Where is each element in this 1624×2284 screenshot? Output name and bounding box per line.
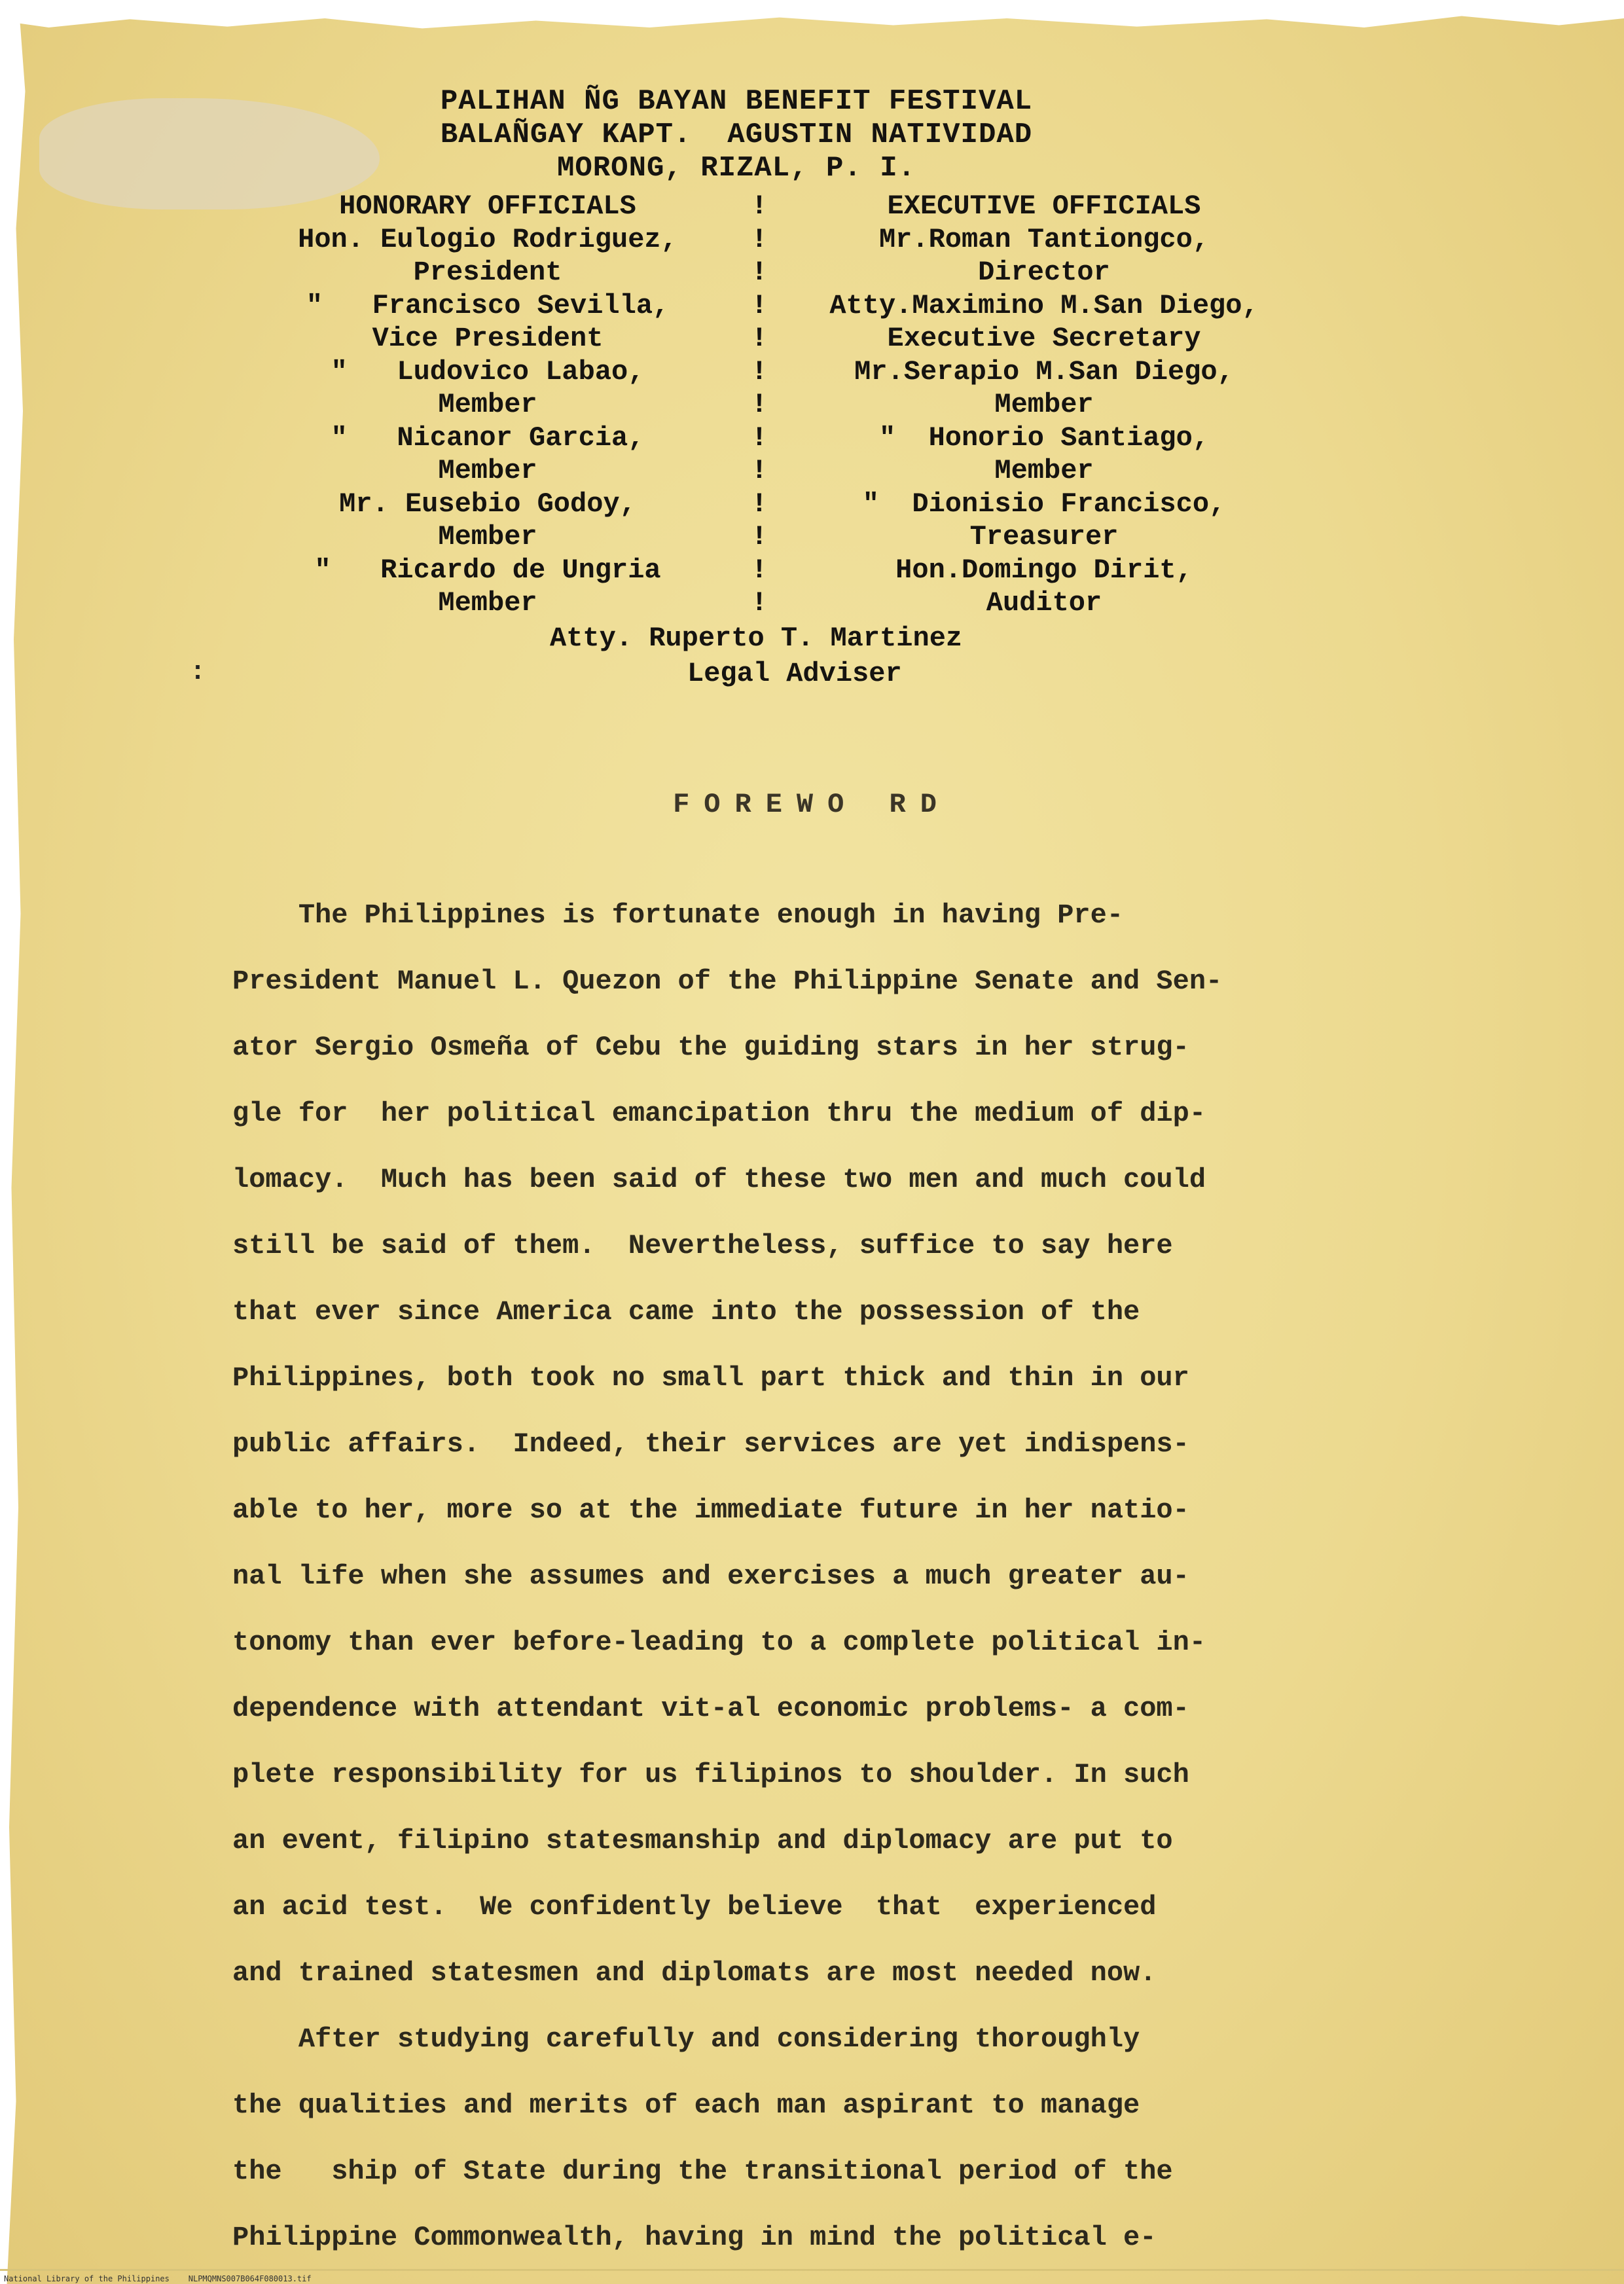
official-name: Mr.Roman Tantiongco, (878, 223, 1210, 255)
official-title: Member (438, 587, 537, 619)
foreword-line: an event, filipino statesmanship and diplomacy are put to (232, 1825, 1173, 1857)
foreword-line: gle for her political emancipation thru the medium of dip- (232, 1098, 1206, 1129)
official-name: Mr. Eusebio Godoy, (339, 488, 636, 520)
official-title: Member (994, 389, 1094, 420)
official-title: Member (438, 455, 537, 486)
official-title: Director (978, 257, 1110, 288)
separator-mark: ! (751, 223, 768, 255)
foreword-line: plete responsibility for us filipinos to shoulder. In such (232, 1759, 1189, 1790)
foreword-line: still be said of them. Nevertheless, suffice to say here (232, 1230, 1173, 1261)
official-title: Treasurer (969, 521, 1119, 553)
official-name: " Ludovico Labao, (331, 355, 645, 388)
officials-roster (216, 190, 1329, 687)
foreword-line: the qualities and merits of each man aspirant to manage (232, 2090, 1140, 2121)
official-name: " Honorio Santiago, (878, 422, 1210, 454)
official-name: Hon.Domingo Dirit, (895, 554, 1193, 586)
separator-mark: ! (751, 554, 768, 586)
foreword-line: lomacy. Much has been said of these two men and much could (232, 1164, 1206, 1195)
foreword-line: President Manuel L. Quezon of the Philippine Senate and Sen- (232, 966, 1223, 997)
foreword-line: ator Sergio Osmeña of Cebu the guiding stars in her strug- (232, 1032, 1189, 1063)
executive-officials-column (759, 190, 1329, 620)
official-title: Vice President (372, 323, 604, 354)
foreword-line: tonomy than ever before-leading to a complete political in- (232, 1627, 1206, 1658)
official-name: " Dionisio Francisco, (862, 488, 1226, 520)
foreword-body (232, 882, 1417, 2271)
separator-mark: ! (751, 289, 768, 321)
separator-mark: ! (751, 488, 768, 520)
foreword-line: public affairs. Indeed, their services are yet indispens- (232, 1428, 1189, 1460)
legal-adviser-title: Legal Adviser (687, 658, 902, 689)
official-title: Member (994, 455, 1094, 486)
executive-officials-heading: EXECUTIVE OFFICIALS (887, 190, 1201, 222)
legal-adviser-name: Atty. Ruperto T. Martinez (550, 623, 963, 654)
foreword-line: Philippine Commonwealth, having in mind the political e- (232, 2222, 1157, 2253)
foreword-line: able to her, more so at the immediate future in her natio- (232, 1495, 1189, 1526)
official-name: " Francisco Sevilla, (306, 289, 670, 321)
separator-mark: ! (751, 587, 768, 619)
official-title: Auditor (986, 587, 1102, 619)
separator-mark: ! (751, 455, 768, 486)
official-name: Hon. Eulogio Rodriguez, (298, 223, 677, 255)
official-title: Member (438, 521, 537, 553)
separator-mark: ! (751, 422, 768, 454)
official-title: President (413, 257, 562, 288)
separator-mark: ! (751, 521, 768, 553)
foreword-title: FOREWO RD (673, 789, 951, 820)
separator-mark: ! (751, 323, 768, 354)
foreword-line: The Philippines is fortunate enough in having Pre- (232, 899, 1124, 931)
foreword-line: nal life when she assumes and exercises a much greater au- (232, 1561, 1189, 1592)
foreword-line: and trained statesmen and diplomats are most needed now. (232, 1957, 1157, 1989)
foreword-line: Philippines, both took no small part thick and thin in our (232, 1362, 1189, 1394)
official-name: Atty.Maximino M.San Diego, (829, 289, 1259, 321)
ink-speck-mark: : (190, 658, 206, 687)
legal-adviser-block (0, 621, 1624, 691)
foreword-line: that ever since America came into the possession of the (232, 1296, 1140, 1328)
archive-footer: National Library of the Philippines NLPMQMNS007B064F080013.tif (4, 2274, 312, 2283)
separator-mark: ! (751, 190, 768, 222)
header-line-1: PALIHAN ÑG BAYAN BENEFIT FESTIVAL (440, 85, 1033, 118)
header-line-3: MORONG, RIZAL, P. I. (556, 152, 916, 185)
official-name: " Nicanor Garcia, (331, 422, 645, 454)
foreword-line: an acid test. We confidently believe that experienced (232, 1891, 1157, 1923)
official-title: Member (438, 389, 537, 420)
official-name: Mr.Serapio M.San Diego, (854, 355, 1234, 388)
header-line-2: BALAÑGAY KAPT. AGUSTIN NATIVIDAD (440, 118, 1033, 151)
foreword-line: dependence with attendant vit-al economic problems- a com- (232, 1693, 1189, 1724)
official-name: " Ricardo de Ungria (314, 554, 661, 586)
letterhead (164, 85, 1309, 185)
foreword-line: the ship of State during the transitional period of the (232, 2156, 1173, 2187)
foreword-line: After studying carefully and considering thoroughly (232, 2023, 1140, 2055)
official-title: Executive Secretary (887, 323, 1201, 354)
honorary-officials-heading: HONORARY OFFICIALS (339, 190, 636, 222)
separator-mark: ! (751, 355, 768, 388)
honorary-officials-column (216, 190, 759, 620)
separator-mark: ! (751, 389, 768, 420)
separator-mark: ! (751, 257, 768, 288)
